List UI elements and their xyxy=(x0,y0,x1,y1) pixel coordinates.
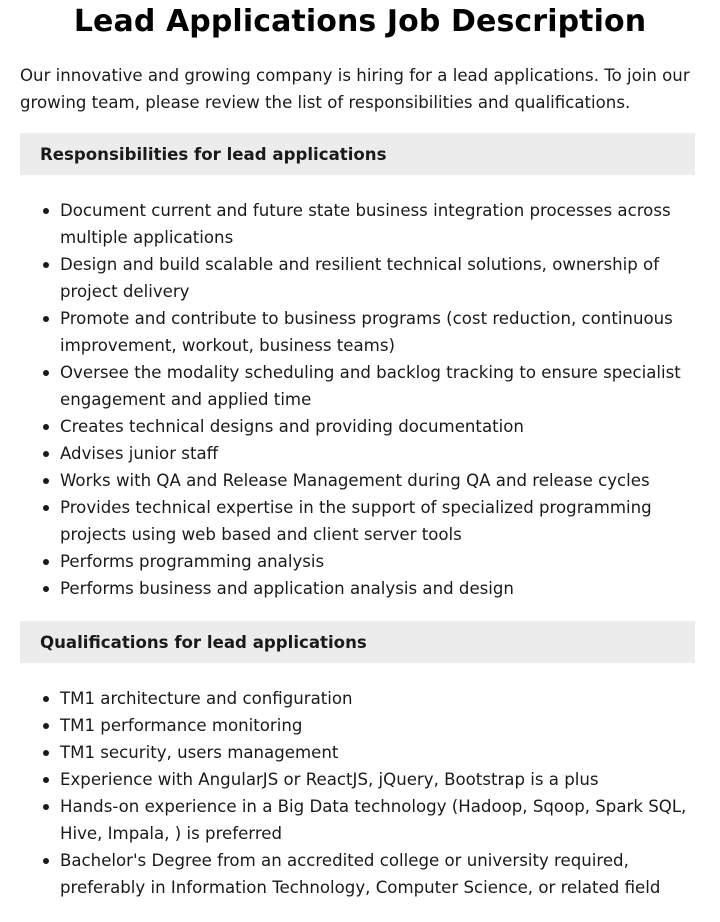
responsibilities-list xyxy=(0,197,700,602)
list-item: TM1 performance monitoring xyxy=(60,712,700,739)
qualifications-heading: Qualifications for lead applications xyxy=(40,632,367,652)
qualifications-list xyxy=(0,685,700,901)
list-item: Works with QA and Release Management during QA and release cycles xyxy=(60,467,700,494)
list-item: Performs business and application analysis and design xyxy=(60,575,700,602)
list-item: Oversee the modality scheduling and backlog tracking to ensure specialist engagement and applied time xyxy=(60,359,700,413)
list-item: Document current and future state business integration processes across multiple applications xyxy=(60,197,700,251)
list-item: Advises junior staff xyxy=(60,440,700,467)
list-item: Bachelor's Degree from an accredited college or university required, preferably in Information Technology, Computer Science, or related field xyxy=(60,847,700,901)
list-item: Promote and contribute to business programs (cost reduction, continuous improvement, workout, business teams) xyxy=(60,305,700,359)
list-item: Design and build scalable and resilient technical solutions, ownership of project delivery xyxy=(60,251,700,305)
page-title: Lead Applications Job Description xyxy=(73,4,647,39)
responsibilities-heading: Responsibilities for lead applications xyxy=(40,144,387,164)
responsibilities-header xyxy=(20,133,695,175)
list-item: TM1 architecture and configuration xyxy=(60,685,700,712)
qualifications-header xyxy=(20,621,695,663)
intro-paragraph: Our innovative and growing company is hiring for a lead applications. To join our growing team, please review the list of responsibilities and qualifications. xyxy=(20,66,690,112)
list-item: Creates technical designs and providing documentation xyxy=(60,413,700,440)
list-item: Hands-on experience in a Big Data technology (Hadoop, Sqoop, Spark SQL, Hive, Impala, ) is preferred xyxy=(60,793,700,847)
list-item: TM1 security, users management xyxy=(60,739,700,766)
list-item: Provides technical expertise in the support of specialized programming projects using web based and client server tools xyxy=(60,494,700,548)
list-item: Experience with AngularJS or ReactJS, jQuery, Bootstrap is a plus xyxy=(60,766,700,793)
list-item: Performs programming analysis xyxy=(60,548,700,575)
